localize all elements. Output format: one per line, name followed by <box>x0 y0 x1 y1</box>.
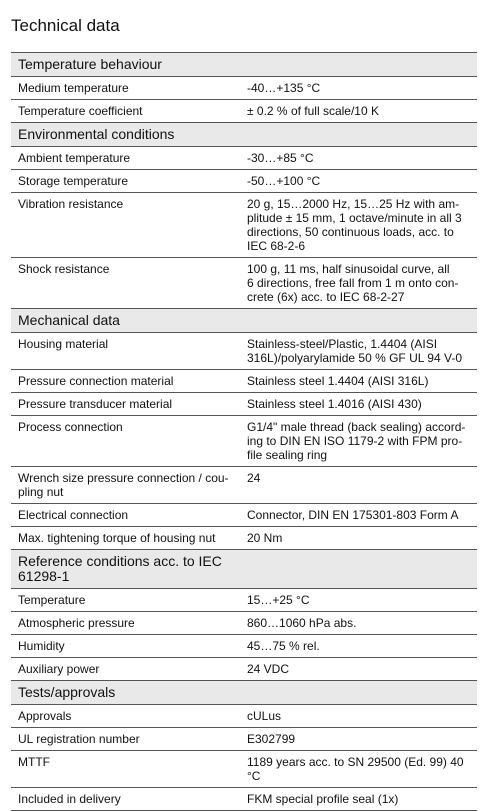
row-label: Medium temperature <box>18 81 129 95</box>
row-value: 20 g, 15…2000 Hz, 15…25 Hz with am- plitude ± 15 mm, 1 octave/minute in all 3 directions, 50 continuous loads, acc. to IEC 68-2-6 <box>247 197 462 253</box>
row-label: Auxiliary power <box>18 662 100 676</box>
table-row <box>11 504 477 527</box>
row-value: 24 VDC <box>247 662 290 676</box>
row-label: Atmospheric pressure <box>18 616 135 630</box>
row-value: G1/4" male thread (back sealing) accord- ing to DIN EN ISO 1179-2 with FPM pro- file sealing ring <box>247 420 466 462</box>
row-label: Max. tightening torque of housing nut <box>18 531 216 545</box>
section-heading: Mechanical data <box>11 309 477 333</box>
table-row <box>11 77 477 100</box>
table-row <box>11 393 477 416</box>
row-label: Ambient temperature <box>18 151 131 165</box>
table-row <box>11 589 477 612</box>
row-value: 24 <box>247 471 261 485</box>
row-value: FKM special profile seal (1x) <box>247 792 399 806</box>
row-label: Temperature coefficient <box>18 104 143 118</box>
row-label: Vibration resistance <box>18 197 124 211</box>
row-value: cULus <box>247 709 282 723</box>
row-value: Stainless steel 1.4404 (AISI 316L) <box>247 374 429 388</box>
row-label: Housing material <box>18 337 109 351</box>
row-label: Pressure transducer material <box>18 397 173 411</box>
row-label: Humidity <box>18 639 65 653</box>
row-value: -50…+100 °C <box>247 174 321 188</box>
table-row <box>11 147 477 170</box>
table-row <box>11 705 477 728</box>
row-label: Wrench size pressure connection / cou- pling nut <box>18 471 229 499</box>
table-row <box>11 170 477 193</box>
table-row <box>11 258 477 309</box>
row-label: Shock resistance <box>18 262 110 276</box>
row-value: Stainless-steel/Plastic, 1.4404 (AISI 316L)/polyarylamide 50 % GF UL 94 V-0 <box>247 337 462 365</box>
row-value: Connector, DIN EN 175301-803 Form A <box>247 508 459 522</box>
row-label: UL registration number <box>18 732 140 746</box>
table-row <box>11 193 477 258</box>
row-label: Electrical connection <box>18 508 129 522</box>
row-value: Stainless steel 1.4016 (AISI 430) <box>247 397 422 411</box>
row-label: Temperature <box>18 593 86 607</box>
table-row <box>11 728 477 751</box>
row-value: 860…1060 hPa abs. <box>247 616 357 630</box>
spec-table <box>11 52 477 811</box>
table-row <box>11 635 477 658</box>
row-label: MTTF <box>18 755 50 769</box>
row-value: 1189 years acc. to SN 29500 (Ed. 99) 40 °C <box>247 755 464 783</box>
page-title: Technical data <box>11 16 120 35</box>
table-row <box>11 333 477 370</box>
row-label: Included in delivery <box>18 792 121 806</box>
row-label: Process connection <box>18 420 123 434</box>
table-row <box>11 527 477 550</box>
row-value: 45…75 % rel. <box>247 639 320 653</box>
table-row <box>11 370 477 393</box>
section-heading: Tests/approvals <box>11 681 477 705</box>
row-value: ± 0.2 % of full scale/10 K <box>247 104 379 118</box>
row-value: -40…+135 °C <box>247 81 321 95</box>
row-label: Pressure connection material <box>18 374 174 388</box>
table-row <box>11 658 477 681</box>
row-value: 20 Nm <box>247 531 283 545</box>
table-row <box>11 751 477 788</box>
row-label: Storage temperature <box>18 174 129 188</box>
table-row <box>11 416 477 467</box>
row-value: -30…+85 °C <box>247 151 314 165</box>
row-value: 100 g, 11 ms, half sinusoidal curve, all 6 directions, free fall from 1 m onto con- crete (6x) acc. to IEC 68-2-27 <box>247 262 459 304</box>
row-label: Approvals <box>18 709 72 723</box>
section-heading: Temperature behaviour <box>11 52 477 77</box>
table-row <box>11 788 477 811</box>
row-value: 15…+25 °C <box>247 593 310 607</box>
section-heading: Reference conditions acc. to IEC 61298-1 <box>11 550 477 589</box>
row-value: E302799 <box>247 732 296 746</box>
table-row <box>11 612 477 635</box>
table-row <box>11 100 477 123</box>
table-row <box>11 467 477 504</box>
section-heading: Environmental conditions <box>11 123 477 147</box>
